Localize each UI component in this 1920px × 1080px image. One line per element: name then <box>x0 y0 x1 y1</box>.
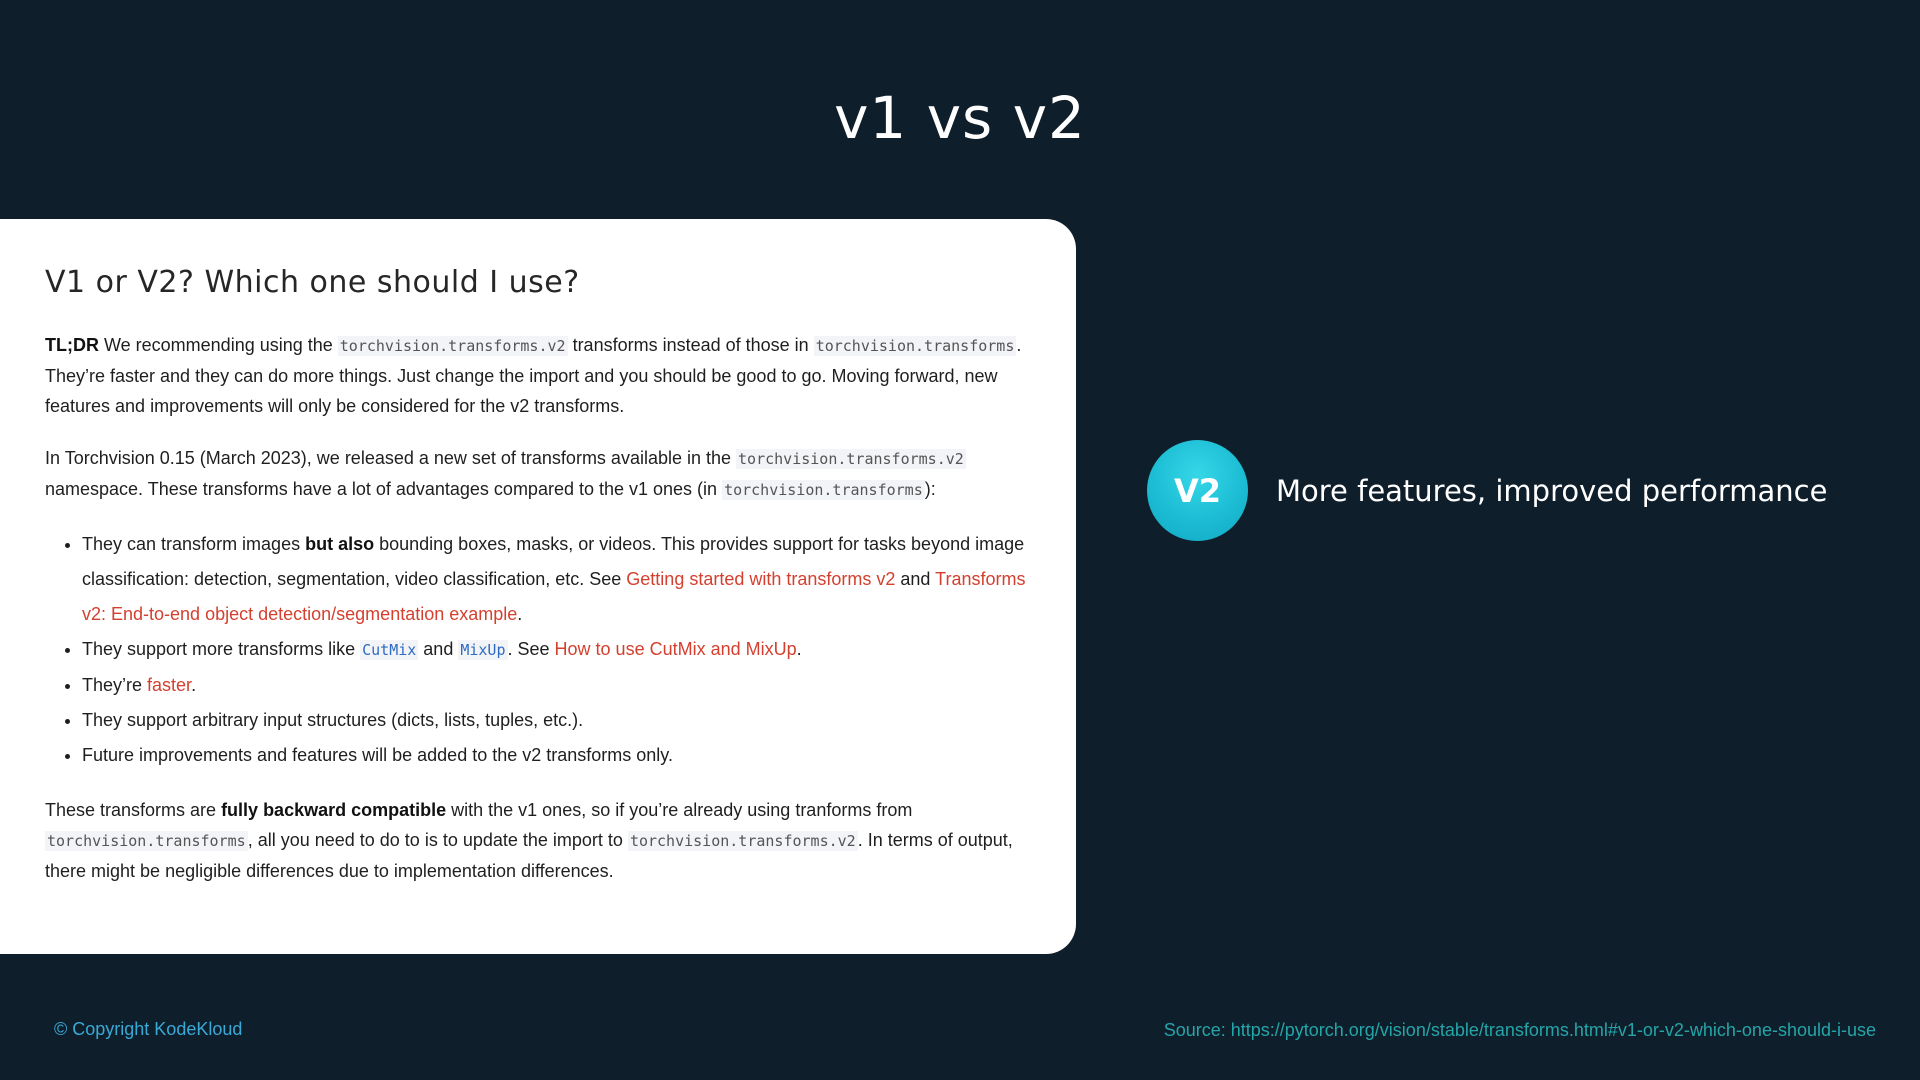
bullet-text: . <box>191 675 197 695</box>
bullet-text: and <box>895 569 936 589</box>
intro-text-1: In Torchvision 0.15 (March 2023), we released a new set of transforms available in the <box>45 448 737 468</box>
getting-started-link[interactable]: Getting started with transforms v2 <box>626 569 896 589</box>
list-item <box>82 668 1040 703</box>
v2-badge: V2 <box>1147 440 1248 541</box>
docs-excerpt-card <box>0 219 1076 954</box>
bullet-text: They’re <box>82 675 148 695</box>
source-link[interactable]: Source: https://pytorch.org/vision/stable/transforms.html#v1-or-v2-which-one-should-i-use <box>1163 1020 1876 1040</box>
tldr-paragraph <box>45 330 1040 421</box>
bullet-text: Future improvements and features will be added to the v2 transforms only. <box>82 745 673 765</box>
bullet-text: . <box>517 604 523 624</box>
compat-text-3: , all you need to do to is to update the import to <box>247 830 628 850</box>
bullet-text: They support arbitrary input structures (dicts, lists, tuples, etc.). <box>82 710 584 730</box>
detection-example-link[interactable]: Transforms v2: End-to-end object detection/segmentation example <box>82 569 1026 624</box>
intro-code-2: torchvision.transforms <box>724 481 923 499</box>
list-item <box>82 527 1040 632</box>
bullet-text: . <box>796 639 802 659</box>
bullet-text: and <box>418 639 459 659</box>
cutmix-mixup-howto-link[interactable]: How to use CutMix and MixUp <box>554 639 797 659</box>
tldr-text-2: transforms instead of those in <box>567 335 814 355</box>
list-item <box>82 738 1040 773</box>
feature-text: More features, improved performance <box>1276 473 1828 508</box>
list-item <box>82 703 1040 738</box>
v2-feature-callout <box>1147 440 1827 541</box>
bullet-bold-text: but also <box>305 534 375 554</box>
bullet-text: bounding boxes, masks, or videos. This provides support for tasks beyond image classification: detection, segmentation, video classification, etc. See <box>82 534 1025 589</box>
copyright-notice: © Copyright KodeKloud <box>54 1019 243 1039</box>
compat-text-1: These transforms are <box>45 800 222 820</box>
compat-code-1: torchvision.transforms <box>47 832 246 850</box>
compat-paragraph <box>45 795 1040 886</box>
tldr-text-3: . They’re faster and they can do more things. Just change the import and you should be good to go. Moving forward, new features and improvements will only be considered for the v2 transforms. <box>45 335 1022 416</box>
bullet-text: . See <box>507 639 555 659</box>
faster-link[interactable]: faster <box>147 675 192 695</box>
list-item <box>82 632 1040 668</box>
intro-text-2: namespace. These transforms have a lot of advantages compared to the v1 ones (in <box>45 479 723 499</box>
tldr-code-1: torchvision.transforms.v2 <box>339 337 566 355</box>
bullet-text: They support more transforms like <box>82 639 361 659</box>
intro-code-1: torchvision.transforms.v2 <box>738 450 964 468</box>
tldr-label: TL;DR <box>45 335 99 355</box>
compat-text-2: with the v1 ones, so if you’re already using tranforms from <box>446 800 913 820</box>
intro-text-3: ): <box>924 479 936 499</box>
section-heading: V1 or V2? Which one should I use? <box>45 265 580 300</box>
advantages-list <box>45 527 1040 773</box>
intro-paragraph <box>45 443 1040 505</box>
tldr-code-2: torchvision.transforms <box>815 337 1015 355</box>
compat-text-4: . In terms of output, there might be negligible differences due to implementation differences. <box>45 830 1013 881</box>
bullet-text: They can transform images <box>82 534 306 554</box>
mixup-code-link[interactable]: MixUp <box>460 641 506 659</box>
slide-title: v1 vs v2 <box>834 84 1086 152</box>
compat-code-2: torchvision.transforms.v2 <box>629 832 856 850</box>
compat-bold-text: fully backward compatible <box>221 800 447 820</box>
tldr-text-1: We recommending using the <box>98 335 338 355</box>
cutmix-code-link[interactable]: CutMix <box>362 641 417 659</box>
